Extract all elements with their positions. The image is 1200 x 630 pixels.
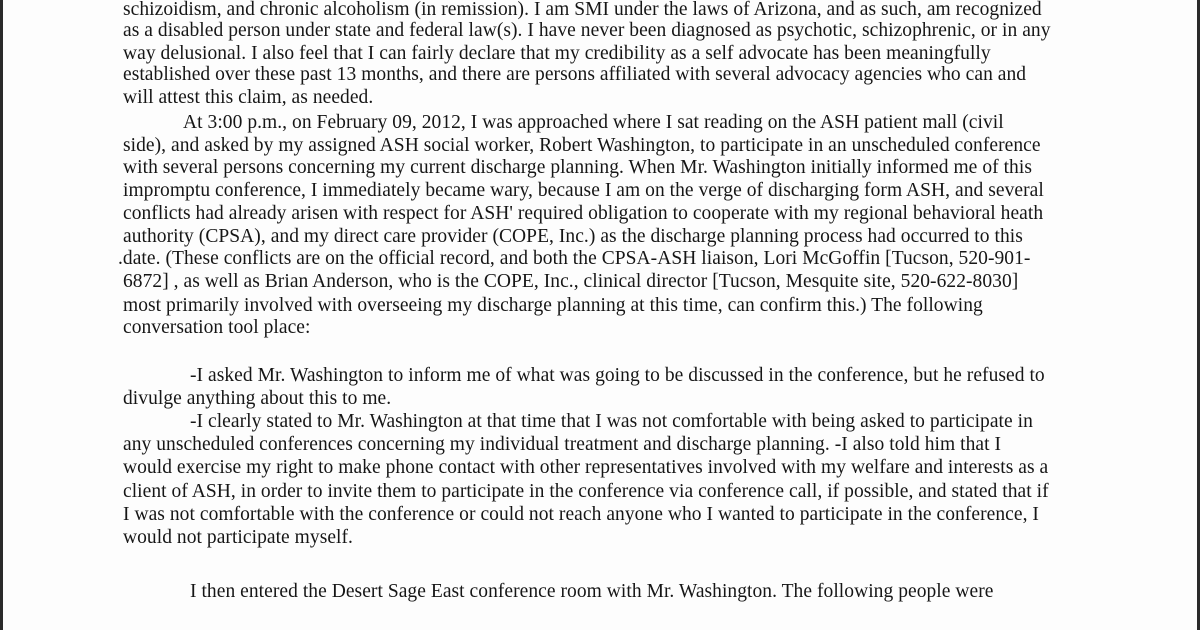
text-line: schizoidism, and chronic alcoholism (in remission). I am SMI under the laws of Arizona, and as such, am recognized [123, 0, 1042, 20]
paragraph-start-line: I then entered the Desert Sage East conference room with Mr. Washington. The following people were [190, 581, 994, 602]
text-line: way delusional. I also feel that I can fairly declare that my credibility as a self advocate has been meaningfully [123, 43, 991, 64]
text-line: established over these past 13 months, and there are persons affiliated with several advocacy agencies who can and [123, 64, 1027, 85]
paragraph-start-line: At 3:00 p.m., on February 09, 2012, I was approached where I sat reading on the ASH patient mall (civil [183, 112, 1004, 133]
text-line: most primarily involved with overseeing my discharge planning at this time, can confirm this.) The following [123, 295, 983, 316]
text-line: authority (CPSA), and my direct care provider (COPE, Inc.) as the discharge planning process had occurred to this [123, 226, 1023, 247]
text-line: conflicts had already arisen with respect for ASH' required obligation to cooperate with my regional behavioral heath [123, 203, 1044, 224]
text-line: side), and asked by my assigned ASH social worker, Robert Washington, to participate in an unscheduled conference [123, 135, 1041, 156]
dash-item-line: -I asked Mr. Washington to inform me of what was going to be discussed in the conference, but he refused to [190, 365, 1045, 386]
text-line: conversation tool place: [123, 317, 311, 338]
scan-left-edge [0, 0, 3, 630]
text-line: would not participate myself. [123, 527, 353, 548]
text-line: will attest this claim, as needed. [123, 87, 374, 108]
text-line: any unscheduled conferences concerning my individual treatment and discharge planning. -I also told him that I [123, 434, 1002, 455]
text-line: 6872] , as well as Brian Anderson, who is the COPE, Inc., clinical director [Tucson, Mesquite site, 520-622-8030] [123, 271, 1019, 292]
text-line: I was not comfortable with the conference or could not reach anyone who I wanted to participate in the conference, I [123, 504, 1039, 525]
dash-item-line: -I clearly stated to Mr. Washington at that time that I was not comfortable with being asked to participate in [190, 411, 1033, 432]
text-line: client of ASH, in order to invite them to participate in the conference via conference call, if possible, and stated that if [123, 481, 1049, 502]
text-line: divulge anything about this to me. [123, 388, 392, 409]
text-line: impromptu conference, I immediately became wary, because I am on the verge of discharging form ASH, and several [123, 180, 1044, 201]
text-line: .date. (These conflicts are on the official record, and both the CPSA-ASH liaison, Lori McGoffin [Tucson, 520-901- [118, 248, 1031, 269]
text-line: with several persons concerning my current discharge planning. When Mr. Washington initially informed me of this [123, 157, 1032, 178]
text-line: as a disabled person under state and federal law(s). I have never been diagnosed as psychotic, schizophrenic, or in any [123, 20, 1051, 41]
text-line: would exercise my right to make phone contact with other representatives involved with my welfare and interests as a [123, 457, 1049, 478]
